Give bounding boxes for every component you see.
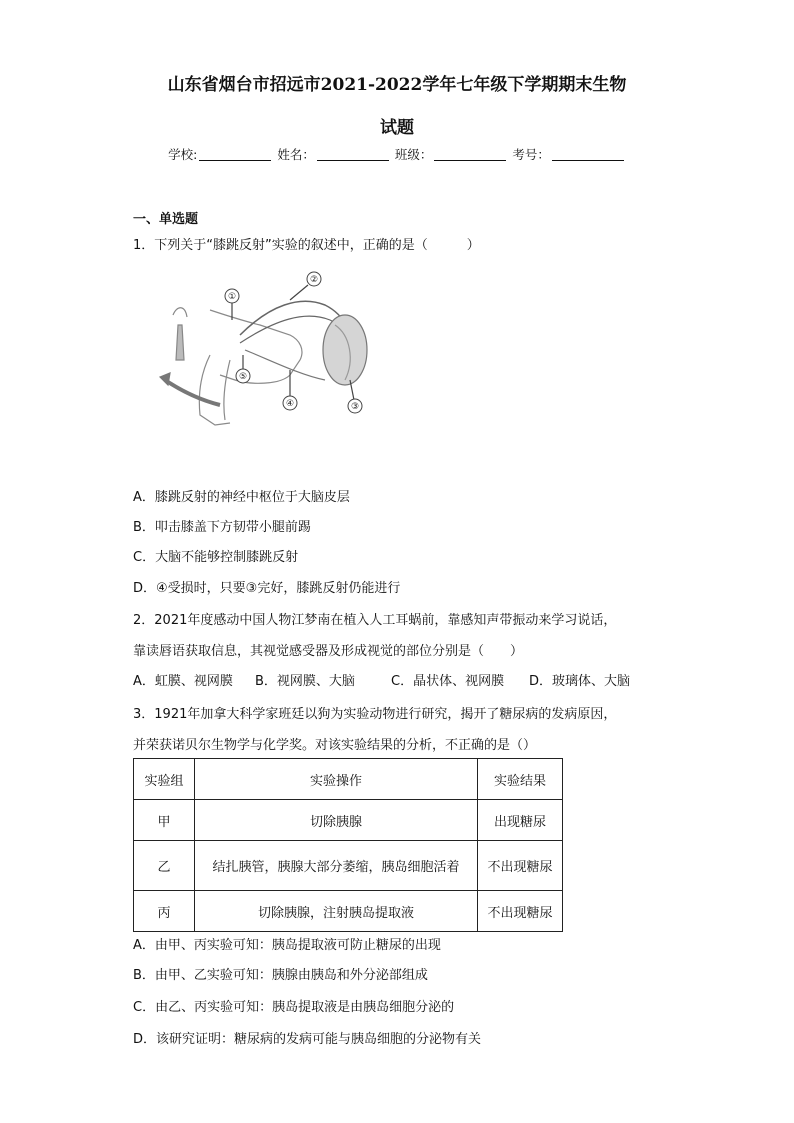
question-3-option-c[interactable]: C．由乙、丙实验可知：胰岛提取液是由胰岛细胞分泌的 xyxy=(133,1000,455,1015)
table-cell: 甲 xyxy=(134,800,195,841)
table-cell: 结扎胰管，胰腺大部分萎缩，胰岛细胞活着 xyxy=(195,841,478,891)
figure-label-5: ⑤ xyxy=(238,372,248,382)
section-heading: 一、单选题 xyxy=(133,212,199,227)
question-2-option-a[interactable]: A．虹膜、视网膜 xyxy=(133,674,233,689)
question-2-option-c[interactable]: C．晶状体、视网膜 xyxy=(391,674,505,689)
question-1-option-d[interactable]: D．④受损时，只要③完好，膝跳反射仍能进行 xyxy=(133,581,401,596)
figure-label-3: ③ xyxy=(350,402,360,412)
table-cell: 丙 xyxy=(134,891,195,932)
question-1-option-a[interactable]: A．膝跳反射的神经中枢位于大脑皮层 xyxy=(133,490,350,505)
table-header-operation: 实验操作 xyxy=(195,759,478,800)
school-label: 学校: xyxy=(168,147,198,162)
class-blank[interactable] xyxy=(434,148,506,161)
exam-title-line-1: 山东省烟台市招远市2021-2022学年七年级下学期期末生物 xyxy=(167,75,627,95)
table-row xyxy=(134,800,563,841)
table-header-result: 实验结果 xyxy=(478,759,563,800)
school-blank[interactable] xyxy=(199,148,271,161)
question-3-stem-line-1: 3．1921年加拿大科学家班廷以狗为实验动物进行研究，揭开了糖尿病的发病原因， xyxy=(133,707,617,722)
question-2-stem-line-1: 2．2021年度感动中国人物江梦南在植入人工耳蜗前，靠感知声带振动来学习说话， xyxy=(133,613,617,628)
exam-title-line-2: 试题 xyxy=(380,118,414,138)
question-3-option-d[interactable]: D．该研究证明：糖尿病的发病可能与胰岛细胞的分泌物有关 xyxy=(133,1032,482,1047)
name-label: 姓名： xyxy=(277,147,315,162)
question-2-stem-line-2: 靠读唇语获取信息，其视觉感受器及形成视觉的部位分别是（ ） xyxy=(133,644,524,659)
knee-reflex-figure xyxy=(140,265,380,435)
figure-label-1: ① xyxy=(227,292,237,302)
table-cell: 切除胰腺，注射胰岛提取液 xyxy=(195,891,478,932)
question-1-option-c[interactable]: C．大脑不能够控制膝跳反射 xyxy=(133,550,299,565)
figure-label-2: ② xyxy=(309,275,319,285)
table-cell: 切除胰腺 xyxy=(195,800,478,841)
table-cell: 出现糖尿 xyxy=(478,800,563,841)
question-2-option-d[interactable]: D．玻璃体、大脑 xyxy=(529,674,631,689)
table-header-group: 实验组 xyxy=(134,759,195,800)
class-label: 班级： xyxy=(394,147,433,162)
question-1-stem: 1．下列关于“膝跳反射”实验的叙述中，正确的是（ ） xyxy=(133,238,480,253)
figure-label-4: ④ xyxy=(285,399,295,409)
table-cell: 不出现糖尿 xyxy=(478,841,563,891)
table-row xyxy=(134,891,563,932)
number-label: 考号： xyxy=(512,147,550,162)
question-3-stem-line-2: 并荣获诺贝尔生物学与化学奖。对该实验结果的分析，不正确的是（） xyxy=(133,738,537,753)
table-row xyxy=(134,841,563,891)
question-2-options xyxy=(133,670,663,689)
table-cell: 不出现糖尿 xyxy=(478,891,563,932)
question-2-option-b[interactable]: B．视网膜、大脑 xyxy=(255,674,355,689)
table-cell: 乙 xyxy=(134,841,195,891)
question-1-option-b[interactable]: B．叩击膝盖下方韧带小腿前踢 xyxy=(133,520,311,535)
question-3-option-b[interactable]: B．由甲、乙实验可知：胰腺由胰岛和外分泌部组成 xyxy=(133,968,428,983)
question-3-option-a[interactable]: A．由甲、丙实验可知：胰岛提取液可防止糖尿的出现 xyxy=(133,938,441,953)
table-header-row xyxy=(134,759,563,800)
student-info-row xyxy=(0,145,794,163)
name-blank[interactable] xyxy=(317,148,389,161)
experiment-table xyxy=(133,758,563,932)
number-blank[interactable] xyxy=(552,148,624,161)
